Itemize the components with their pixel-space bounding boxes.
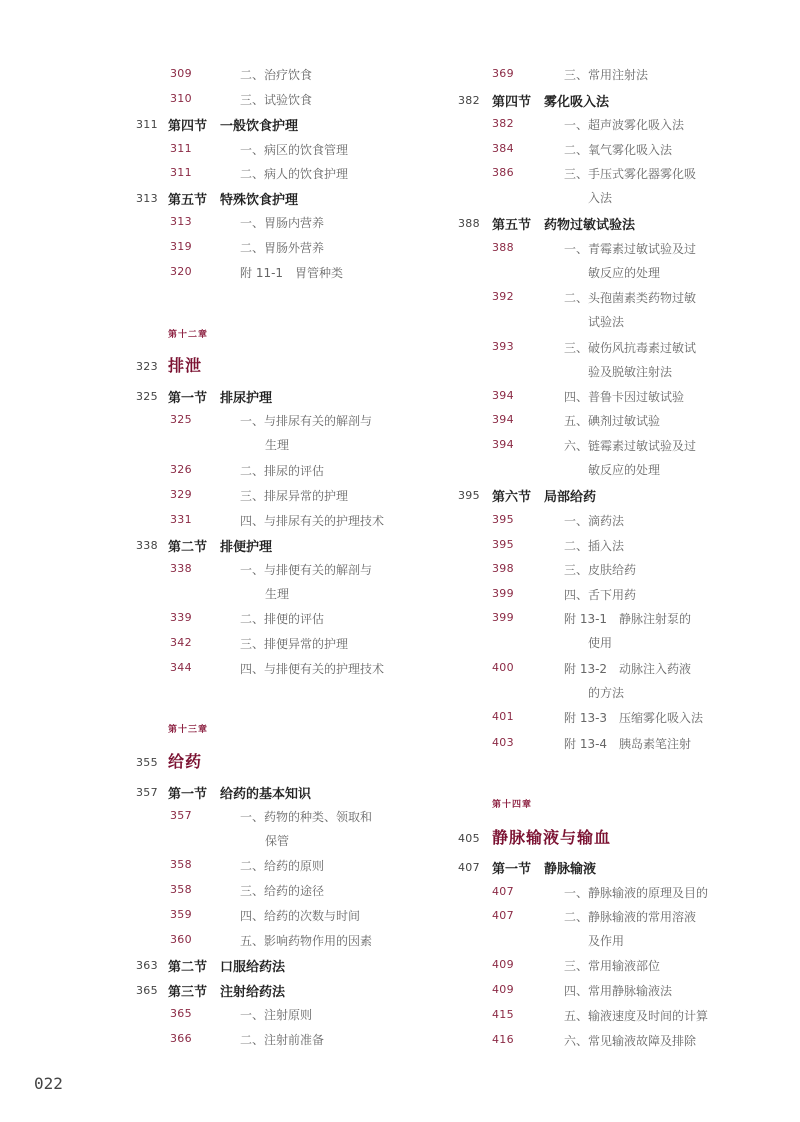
toc-item-title: 三、给药的途径 — [240, 884, 325, 898]
toc-item-title: 三、常用注射法 — [564, 68, 649, 82]
toc-item-continuation: 及作用 — [588, 934, 625, 948]
toc-page-number: 366 — [170, 1032, 192, 1045]
toc-page-number: 323 — [136, 360, 158, 373]
toc-item-continuation: 入法 — [588, 191, 613, 205]
toc-item-title: 附 13-1 静脉注射泵的 — [564, 612, 692, 626]
toc-item-title: 四、常用静脉输液法 — [564, 984, 673, 998]
toc-page-number: 325 — [170, 413, 192, 426]
toc-item-title: 二、治疗饮食 — [240, 68, 313, 82]
toc-page-number: 338 — [136, 539, 158, 552]
toc-section-title: 第六节 局部给药 — [492, 490, 597, 505]
toc-chapter-label-title: 第十四章 — [492, 800, 533, 810]
toc-item-title: 附 13-2 动脉注入药液 — [564, 662, 692, 676]
toc-item-title: 三、手压式雾化器雾化吸 — [564, 167, 697, 181]
toc-page-number: 384 — [492, 142, 514, 155]
toc-item-title: 四、舌下用药 — [564, 588, 637, 602]
toc-section-title: 第一节 给药的基本知识 — [168, 787, 312, 802]
toc-page-number: 326 — [170, 463, 192, 476]
toc-item-title: 附 13-3 压缩雾化吸入法 — [564, 711, 704, 725]
toc-page-number: 358 — [170, 883, 192, 896]
toc-section-title: 第二节 排便护理 — [168, 540, 273, 555]
toc-item-title: 附 13-4 胰岛素笔注射 — [564, 737, 692, 751]
toc-page-number: 313 — [136, 192, 158, 205]
toc-item-title: 二、排便的评估 — [240, 612, 325, 626]
toc-item-continuation: 验及脱敏注射法 — [588, 365, 673, 379]
toc-page-number: 311 — [136, 118, 158, 131]
toc-item-continuation: 生理 — [265, 587, 290, 601]
toc-page-number: 344 — [170, 661, 192, 674]
toc-page-number: 407 — [492, 885, 514, 898]
toc-item-continuation: 敏反应的处理 — [588, 463, 661, 477]
toc-page-number: 358 — [170, 858, 192, 871]
toc-page-number: 309 — [170, 67, 192, 80]
toc-item-title: 一、超声波雾化吸入法 — [564, 118, 685, 132]
toc-page-number: 338 — [170, 562, 192, 575]
toc-chapter-title: 排泄 — [168, 356, 203, 375]
toc-item-title: 四、与排便有关的护理技术 — [240, 662, 385, 676]
toc-page-number: 388 — [458, 217, 480, 230]
toc-page-number: 339 — [170, 611, 192, 624]
toc-page-number: 357 — [170, 809, 192, 822]
toc-page-number: 398 — [492, 562, 514, 575]
toc-item-continuation: 的方法 — [588, 686, 625, 700]
toc-item-title: 二、注射前准备 — [240, 1033, 325, 1047]
toc-page-number: 363 — [136, 959, 158, 972]
toc-page-number: 395 — [492, 538, 514, 551]
toc-item-title: 三、试验饮食 — [240, 93, 313, 107]
toc-page-number: 394 — [492, 389, 514, 402]
toc-chapter-label-title: 第十二章 — [168, 330, 209, 340]
toc-page-number: 313 — [170, 215, 192, 228]
toc-item-title: 三、常用输液部位 — [564, 959, 661, 973]
toc-item-title: 二、静脉输液的常用溶液 — [564, 910, 697, 924]
toc-section-title: 第一节 静脉输液 — [492, 862, 597, 877]
toc-page-number: 394 — [492, 438, 514, 451]
toc-page-number: 405 — [458, 832, 480, 845]
toc-item-title: 二、给药的原则 — [240, 859, 325, 873]
toc-item-title: 一、静脉输液的原理及目的 — [564, 886, 709, 900]
toc-page-number: 407 — [458, 861, 480, 874]
toc-page-number: 365 — [136, 984, 158, 997]
toc-page-number: 416 — [492, 1033, 514, 1046]
toc-page-number: 409 — [492, 958, 514, 971]
toc-item-title: 五、输液速度及时间的计算 — [564, 1009, 709, 1023]
toc-item-continuation: 敏反应的处理 — [588, 266, 661, 280]
toc-section-title: 第四节 雾化吸入法 — [492, 95, 610, 110]
toc-item-title: 四、给药的次数与时间 — [240, 909, 361, 923]
toc-page-number: 407 — [492, 909, 514, 922]
page-number: 022 — [34, 1074, 63, 1093]
toc-item-title: 三、破伤风抗毒素过敏试 — [564, 341, 697, 355]
toc-item-title: 二、插入法 — [564, 539, 625, 553]
toc-item-continuation: 试验法 — [588, 315, 625, 329]
toc-page-number: 409 — [492, 983, 514, 996]
toc-page-number: 310 — [170, 92, 192, 105]
toc-page-number: 357 — [136, 786, 158, 799]
toc-item-title: 一、注射原则 — [240, 1008, 313, 1022]
toc-page-number: 393 — [492, 340, 514, 353]
toc-section-title: 第五节 药物过敏试验法 — [492, 218, 636, 233]
toc-page-number: 392 — [492, 290, 514, 303]
toc-page-number: 319 — [170, 240, 192, 253]
toc-item-continuation: 生理 — [265, 438, 290, 452]
toc-page-number: 395 — [458, 489, 480, 502]
toc-item-title: 一、滴药法 — [564, 514, 625, 528]
toc-item-title: 二、胃肠外营养 — [240, 241, 325, 255]
toc-page-number: 320 — [170, 265, 192, 278]
toc-page-number: 415 — [492, 1008, 514, 1021]
toc-page-number: 355 — [136, 756, 158, 769]
toc-item-title: 一、胃肠内营养 — [240, 216, 325, 230]
toc-item-title: 三、皮肤给药 — [564, 563, 637, 577]
toc-item-title: 五、碘剂过敏试验 — [564, 414, 661, 428]
toc-item-title: 二、病人的饮食护理 — [240, 167, 349, 181]
toc-item-title: 四、普鲁卡因过敏试验 — [564, 390, 685, 404]
toc-page-number: 399 — [492, 587, 514, 600]
toc-section-title: 第四节 一般饮食护理 — [168, 119, 299, 134]
toc-section-title: 第二节 口服给药法 — [168, 960, 286, 975]
toc-item-title: 一、与排尿有关的解剖与 — [240, 414, 373, 428]
toc-item-title: 六、链霉素过敏试验及过 — [564, 439, 697, 453]
toc-item-title: 六、常见输液故障及排除 — [564, 1034, 697, 1048]
toc-page-number: 403 — [492, 736, 514, 749]
toc-item-continuation: 使用 — [588, 636, 613, 650]
toc-page-number: 369 — [492, 67, 514, 80]
toc-page-number: 382 — [492, 117, 514, 130]
toc-page-number: 394 — [492, 413, 514, 426]
toc-item-title: 二、头孢菌素类药物过敏 — [564, 291, 697, 305]
toc-page-number: 401 — [492, 710, 514, 723]
toc-item-title: 一、青霉素过敏试验及过 — [564, 242, 697, 256]
toc-item-title: 一、药物的种类、领取和 — [240, 810, 373, 824]
toc-section-title: 第五节 特殊饮食护理 — [168, 193, 299, 208]
toc-page-number: 400 — [492, 661, 514, 674]
toc-section-title: 第一节 排尿护理 — [168, 391, 273, 406]
toc-item-title: 一、与排便有关的解剖与 — [240, 563, 373, 577]
toc-chapter-label-title: 第十三章 — [168, 725, 209, 735]
toc-page-number: 388 — [492, 241, 514, 254]
toc-item-title: 三、排便异常的护理 — [240, 637, 349, 651]
toc-item-continuation: 保管 — [265, 834, 290, 848]
toc-item-title: 四、与排尿有关的护理技术 — [240, 514, 385, 528]
toc-page-number: 342 — [170, 636, 192, 649]
toc-item-title: 三、排尿异常的护理 — [240, 489, 349, 503]
toc-page-number: 311 — [170, 166, 192, 179]
toc-page-number: 325 — [136, 390, 158, 403]
toc-page-number: 386 — [492, 166, 514, 179]
toc-item-title: 二、排尿的评估 — [240, 464, 325, 478]
toc-page-number: 331 — [170, 513, 192, 526]
toc-page-number: 329 — [170, 488, 192, 501]
toc-page-number: 399 — [492, 611, 514, 624]
toc-item-title: 五、影响药物作用的因素 — [240, 934, 373, 948]
toc-page-number: 395 — [492, 513, 514, 526]
toc-chapter-title: 给药 — [168, 752, 203, 771]
toc-item-title: 附 11-1 胃管种类 — [240, 266, 344, 280]
toc-item-title: 二、氧气雾化吸入法 — [564, 143, 673, 157]
toc-page-number: 359 — [170, 908, 192, 921]
toc-page-number: 365 — [170, 1007, 192, 1020]
toc-chapter-title: 静脉输液与输血 — [492, 828, 612, 847]
toc-page-number: 311 — [170, 142, 192, 155]
toc-section-title: 第三节 注射给药法 — [168, 985, 286, 1000]
toc-item-title: 一、病区的饮食管理 — [240, 143, 349, 157]
toc-page-number: 360 — [170, 933, 192, 946]
toc-page-number: 382 — [458, 94, 480, 107]
